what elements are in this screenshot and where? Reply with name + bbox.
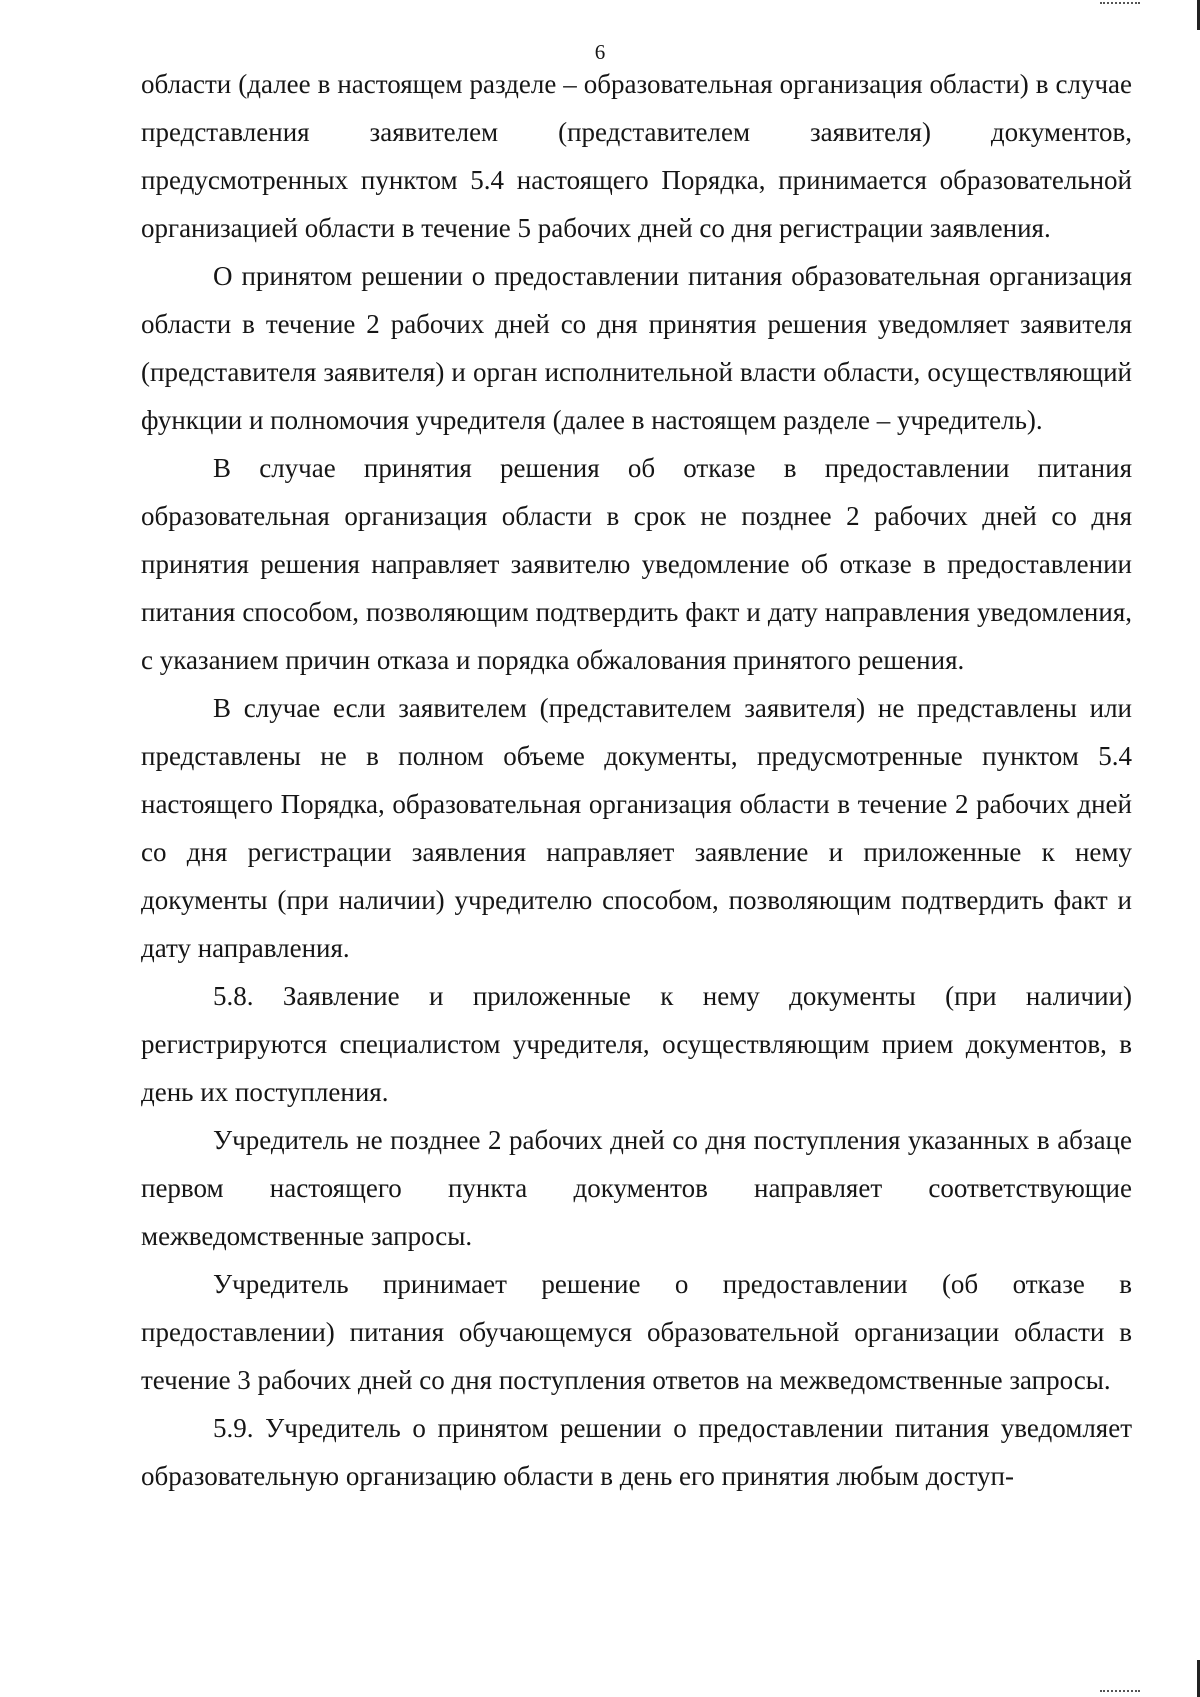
scan-artifact-top — [1100, 2, 1140, 6]
document-body — [141, 60, 1132, 1500]
page-number: 6 — [594, 40, 606, 64]
paragraph-7: Учредитель принимает решение о предоставлении (об отказе в предоставлении) питания обучающемуся образовательной организации области в течение 3 рабочих дней со дня поступления ответов на межведомственные запросы. — [141, 1269, 1132, 1395]
paragraph-1: области (далее в настоящем разделе – образовательная организация области) в случае представления заявителем (представителем заявителя) документов, предусмотренных пунктом 5.4 настоящего Порядка, принимается образовательной организацией области в течение 5 рабочих дней со дня регистрации заявления. — [141, 69, 1132, 243]
paragraph-2: О принятом решении о предоставлении питания образовательная организация области в течение 2 рабочих дней со дня принятия решения уведомляет заявителя (представителя заявителя) и орган исполнительной власти области, осуществляющий функции и полномочия учредителя (далее в настоящем разделе – учредитель). — [141, 261, 1132, 435]
paragraph-4: В случае если заявителем (представителем заявителя) не представлены или представлены не в полном объеме документы, предусмотренные пунктом 5.4 настоящего Порядка, образовательная организация области в течение 2 рабочих дней со дня регистрации заявления направляет заявление и приложенные к нему документы (при наличии) учредителю способом, позволяющим подтвердить факт и дату направления. — [141, 693, 1132, 963]
paragraph-5-8: 5.8. Заявление и приложенные к нему документы (при наличии) регистрируются специалистом учредителя, осуществляющим прием документов, в день их поступления. — [141, 981, 1132, 1107]
paragraph-6: Учредитель не позднее 2 рабочих дней со дня поступления указанных в абзаце первом настоящего пункта документов направляет соответствующие межведомственные запросы. — [141, 1125, 1132, 1251]
paragraph-3: В случае принятия решения об отказе в предоставлении питания образовательная организация области в срок не позднее 2 рабочих дней со дня принятия решения направляет заявителю уведомление об отказе в предоставлении питания способом, позволяющим подтвердить факт и дату направления уведомления, с указанием причин отказа и порядка обжалования принятого решения. — [141, 453, 1132, 675]
scan-artifact-bottom — [1100, 1690, 1140, 1694]
paragraph-5-9: 5.9. Учредитель о принятом решении о предоставлении питания уведомляет образовательную организацию области в день его принятия любым доступ- — [141, 1413, 1132, 1491]
